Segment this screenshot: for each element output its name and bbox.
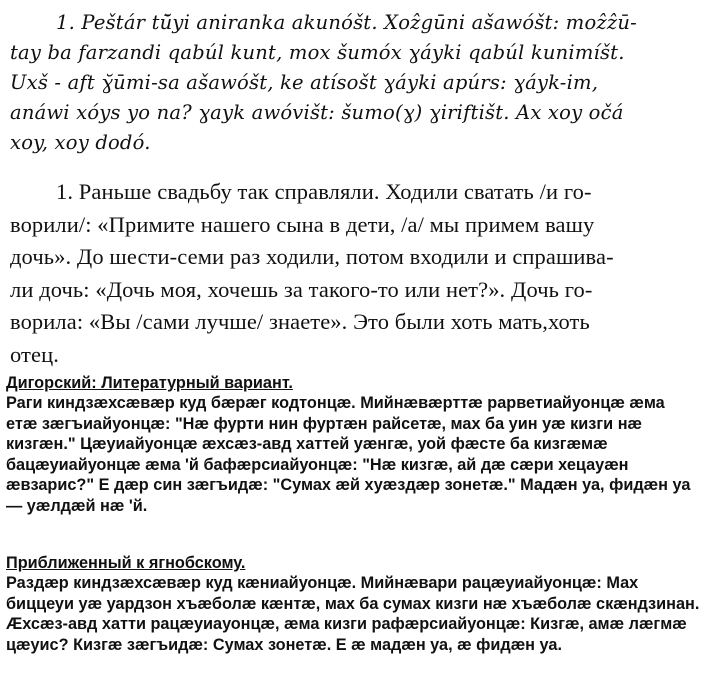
digor-line: æвзарис?" Е дæр син зæгъидæ: "Сумах æй хуæздæр зонетæ." Мадæн уа, фидæн уа [6,476,691,494]
russian-line: ворили/: «Примите нашего сына в дети, /а/ мы примем вашу [10,211,595,237]
russian-translation-paragraph [10,176,715,371]
digor-literary-heading: Дигорский: Литературный вариант. [6,374,293,392]
transliteration-line: xoy, xoy dodó. [10,131,151,154]
transliteration-line: anáwi xóys yo na? ɣayk awóvišt: šumo(ɣ) ɣiriftišt. Ax xoy očá [10,101,624,124]
yaghnobi-line: цæуис? Кизгæ зæгъидæ: Сумах зонетæ. Е æ мадæн уа, æ фидæн уа. [6,635,562,654]
russian-line: 1. Раньше свадьбу так справляли. Ходили сватать /и го- [56,179,592,204]
russian-line: ворила: «Вы /сами лучше/ знаете». Это были хоть мать,хоть [10,309,590,334]
russian-line: отец. [10,341,59,367]
yaghnobi-line: Æхсæз-авд хатти рацæуиауонцæ, æма кизги рафæрсиайуонцæ: Кизгæ, амæ лæгмæ [6,615,687,633]
digor-line: Раги киндзæхсæвæр куд бæрæг кодтонцæ. Мийнæвæрттæ рарветиайуонцæ æма [6,394,665,412]
approx-yaghnobi-text [6,573,714,655]
digor-line: етæ зæгъиайуонцæ: "Нæ фурти нин фуртæн райсетæ, мах ба уин уæ кизги нæ [6,414,643,433]
digor-line: кизгæн." Цæуиайуонцæ æхсæз-авд хаттей уæнгæ, уой фæсте ба кизгæмæ [6,435,608,453]
transliteration-line: tay ba farzandi qabúl kunt, mox šumóx ɣáyki qabúl kunimíšt. [10,41,625,64]
digor-line: бацæуиайуонцæ æма 'й бафæрсиайуонцæ: "Нæ кизгæ, ай дæ сæри хецауæн [6,455,629,474]
transliteration-line: Uxš - aft ɣ̆ūmi-sa ašawóšt, ke atísošt ɣáyki apúrs: ɣáyk-im, [10,71,599,94]
approx-yaghnobi-heading: Приближенный к ягнобскому. [6,554,246,572]
digor-line: — уæлдæй нæ 'й. [6,496,148,515]
russian-line: ли дочь: «Дочь моя, хочешь за такого-то или нет?». Дочь го- [10,276,593,302]
russian-line: дочь». До шести-семи раз ходили, потом входили и спрашива- [10,244,614,269]
yaghnobi-line: Раздæр киндзæхсæвæр куд кæниайуонцæ. Мийнæвари рацæуиайуонцæ: Мах [6,574,639,592]
yaghnobi-line: биццеуи уæ уардзон хъæболæ кæнтæ, мах ба сумах кизги нæ хъæболæ скæндзинан. [6,594,700,613]
digor-literary-text [6,393,714,516]
transliteration-paragraph [10,8,710,158]
transliteration-line: 1. Peštár tū̆yi aniranka akunóšt. Xoẑgūni ašawóšt: moẑẑū- [56,11,637,34]
